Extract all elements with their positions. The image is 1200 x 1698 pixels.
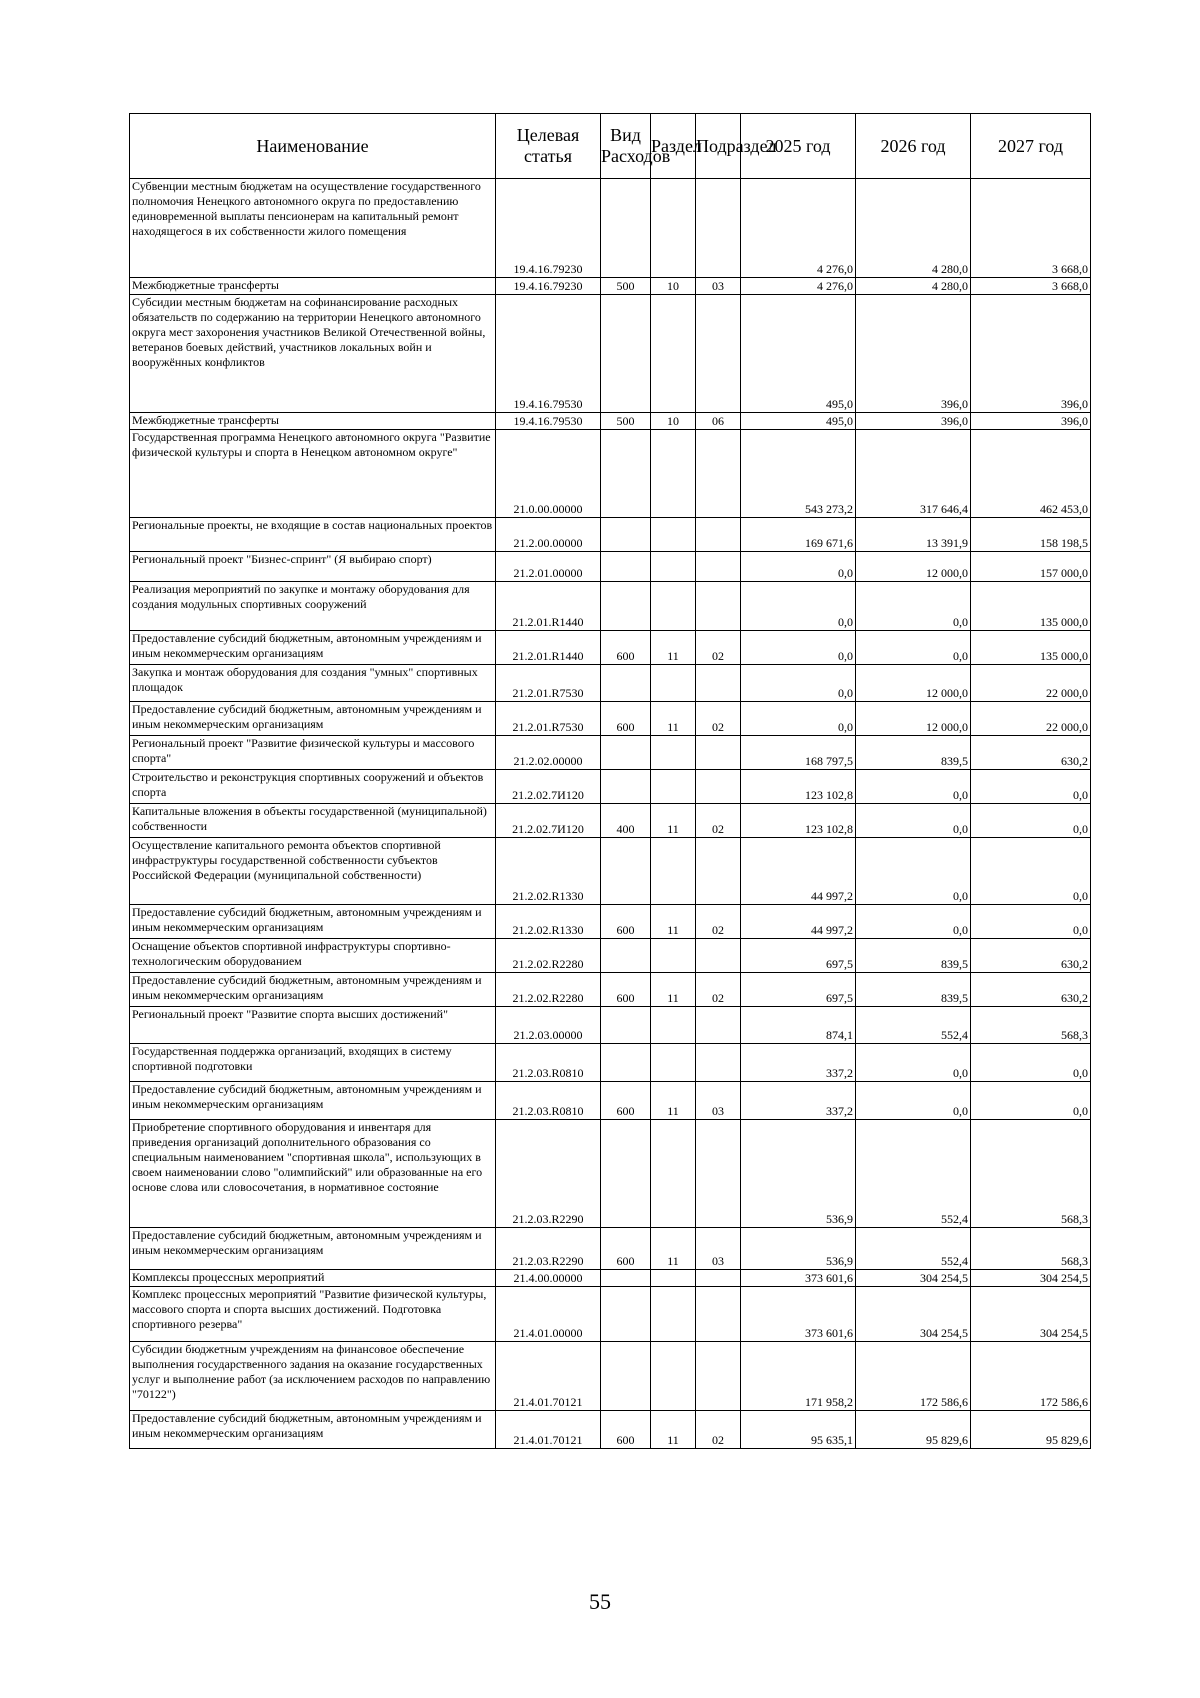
row-target-article: 21.2.02.R1330 <box>496 838 601 905</box>
row-amount-2027: 568,3 <box>971 1007 1091 1044</box>
row-section <box>651 1007 696 1044</box>
row-amount-2026: 95 829,6 <box>856 1411 971 1449</box>
row-amount-2025: 373 601,6 <box>741 1287 856 1342</box>
row-section: 11 <box>651 905 696 939</box>
row-name: Предоставление субсидий бюджетным, автономным учреждениям и иным некоммерческим организациям <box>130 631 496 665</box>
row-amount-2025: 0,0 <box>741 631 856 665</box>
table-row <box>130 278 1091 295</box>
budget-table <box>129 113 1091 1449</box>
row-expense-type <box>601 1287 651 1342</box>
row-subsection <box>696 665 741 702</box>
row-section: 11 <box>651 973 696 1007</box>
row-name: Межбюджетные трансферты <box>130 413 496 430</box>
row-name: Предоставление субсидий бюджетным, автономным учреждениям и иным некоммерческим организациям <box>130 1082 496 1120</box>
row-target-article: 21.2.03.R0810 <box>496 1082 601 1120</box>
page-number: 55 <box>589 1589 611 1614</box>
table-row <box>130 413 1091 430</box>
row-name: Предоставление субсидий бюджетным, автономным учреждениям и иным некоммерческим организациям <box>130 973 496 1007</box>
row-name: Субсидии местным бюджетам на софинансирование расходных обязательств по содержанию на территории Ненецкого автономного округа мест захоронения участников Великой Отечественной войны, ветеранов боевых действий, участников локальных войн и вооружённых конфликтов <box>130 295 496 413</box>
row-section: 11 <box>651 1411 696 1449</box>
row-subsection <box>696 179 741 278</box>
table-row <box>130 552 1091 582</box>
row-amount-2026: 12 000,0 <box>856 702 971 736</box>
row-subsection <box>696 1287 741 1342</box>
row-expense-type <box>601 295 651 413</box>
table-row <box>130 1342 1091 1411</box>
row-amount-2026: 0,0 <box>856 1044 971 1082</box>
row-amount-2025: 168 797,5 <box>741 736 856 770</box>
row-name: Предоставление субсидий бюджетным, автономным учреждениям и иным некоммерческим организациям <box>130 905 496 939</box>
row-subsection: 02 <box>696 905 741 939</box>
table-row <box>130 770 1091 804</box>
row-target-article: 21.2.00.00000 <box>496 518 601 552</box>
row-target-article: 19.4.16.79230 <box>496 179 601 278</box>
table-row <box>130 1082 1091 1120</box>
row-amount-2027: 0,0 <box>971 838 1091 905</box>
row-amount-2027: 304 254,5 <box>971 1287 1091 1342</box>
row-section <box>651 736 696 770</box>
row-name: Государственная поддержка организаций, входящих в систему спортивной подготовки <box>130 1044 496 1082</box>
row-amount-2027: 157 000,0 <box>971 552 1091 582</box>
row-amount-2025: 123 102,8 <box>741 770 856 804</box>
row-amount-2027: 568,3 <box>971 1228 1091 1270</box>
row-subsection: 02 <box>696 631 741 665</box>
row-expense-type <box>601 939 651 973</box>
row-expense-type <box>601 1342 651 1411</box>
row-section <box>651 1270 696 1287</box>
row-amount-2025: 0,0 <box>741 552 856 582</box>
row-section <box>651 1287 696 1342</box>
row-subsection <box>696 582 741 631</box>
row-amount-2025: 697,5 <box>741 939 856 973</box>
row-amount-2027: 0,0 <box>971 770 1091 804</box>
row-amount-2025: 543 273,2 <box>741 430 856 518</box>
row-amount-2026: 12 000,0 <box>856 552 971 582</box>
table-body <box>130 179 1091 1449</box>
row-amount-2027: 0,0 <box>971 804 1091 838</box>
row-amount-2025: 44 997,2 <box>741 838 856 905</box>
header-expense-type: Вид Расходов <box>601 114 651 179</box>
header-row <box>130 114 1091 179</box>
table-row <box>130 905 1091 939</box>
row-amount-2026: 396,0 <box>856 413 971 430</box>
header-section: Раздел <box>651 114 696 179</box>
row-amount-2027: 3 668,0 <box>971 278 1091 295</box>
row-amount-2027: 158 198,5 <box>971 518 1091 552</box>
row-section: 11 <box>651 702 696 736</box>
row-amount-2026: 12 000,0 <box>856 665 971 702</box>
table-row <box>130 1007 1091 1044</box>
row-subsection: 02 <box>696 1411 741 1449</box>
row-section <box>651 838 696 905</box>
row-subsection: 02 <box>696 973 741 1007</box>
row-target-article: 21.2.01.R1440 <box>496 582 601 631</box>
header-2025: 2025 год <box>741 114 856 179</box>
row-target-article: 21.2.03.R2290 <box>496 1120 601 1228</box>
row-name: Приобретение спортивного оборудования и инвентаря для приведения организаций дополнительного образования со специальным наименованием "спортивная школа", использующих в своем наименовании слово "олимпийский" или образованные на его основе слова или словосочетания, в нормативное состояние <box>130 1120 496 1228</box>
row-expense-type: 600 <box>601 631 651 665</box>
row-target-article: 21.2.01.R7530 <box>496 702 601 736</box>
row-expense-type <box>601 1270 651 1287</box>
row-target-article: 21.2.03.00000 <box>496 1007 601 1044</box>
row-target-article: 21.2.01.R7530 <box>496 665 601 702</box>
row-amount-2027: 0,0 <box>971 1082 1091 1120</box>
row-amount-2026: 304 254,5 <box>856 1270 971 1287</box>
row-section <box>651 552 696 582</box>
row-amount-2026: 0,0 <box>856 582 971 631</box>
row-section <box>651 1120 696 1228</box>
row-subsection <box>696 1342 741 1411</box>
row-name: Региональный проект "Бизнес-спринт" (Я выбираю спорт) <box>130 552 496 582</box>
row-amount-2025: 169 671,6 <box>741 518 856 552</box>
row-section <box>651 582 696 631</box>
row-section: 10 <box>651 278 696 295</box>
row-name: Предоставление субсидий бюджетным, автономным учреждениям и иным некоммерческим организациям <box>130 1411 496 1449</box>
row-expense-type: 500 <box>601 278 651 295</box>
row-name: Межбюджетные трансферты <box>130 278 496 295</box>
row-amount-2026: 552,4 <box>856 1007 971 1044</box>
row-name: Предоставление субсидий бюджетным, автономным учреждениям и иным некоммерческим организациям <box>130 702 496 736</box>
row-amount-2027: 396,0 <box>971 295 1091 413</box>
row-expense-type <box>601 430 651 518</box>
row-section <box>651 295 696 413</box>
row-name: Предоставление субсидий бюджетным, автономным учреждениям и иным некоммерческим организациям <box>130 1228 496 1270</box>
table-row <box>130 736 1091 770</box>
row-subsection <box>696 939 741 973</box>
row-target-article: 21.2.02.R2280 <box>496 973 601 1007</box>
row-section <box>651 770 696 804</box>
row-name: Закупка и монтаж оборудования для создания "умных" спортивных площадок <box>130 665 496 702</box>
row-section <box>651 939 696 973</box>
row-amount-2027: 630,2 <box>971 736 1091 770</box>
row-target-article: 21.2.02.7И120 <box>496 770 601 804</box>
row-name: Субсидии бюджетным учреждениям на финансовое обеспечение выполнения государственного задания на оказание государственных услуг и выполнение работ (за исключением расходов по направлению "70122") <box>130 1342 496 1411</box>
row-name: Комплексы процессных мероприятий <box>130 1270 496 1287</box>
row-target-article: 21.4.00.00000 <box>496 1270 601 1287</box>
row-subsection <box>696 1270 741 1287</box>
row-amount-2025: 0,0 <box>741 702 856 736</box>
row-name: Капитальные вложения в объекты государственной (муниципальной) собственности <box>130 804 496 838</box>
row-target-article: 21.2.01.R1440 <box>496 631 601 665</box>
row-amount-2026: 839,5 <box>856 736 971 770</box>
row-amount-2027: 135 000,0 <box>971 582 1091 631</box>
row-target-article: 19.4.16.79230 <box>496 278 601 295</box>
table-row <box>130 518 1091 552</box>
row-amount-2027: 568,3 <box>971 1120 1091 1228</box>
row-target-article: 21.4.01.00000 <box>496 1287 601 1342</box>
row-section: 11 <box>651 631 696 665</box>
row-section <box>651 179 696 278</box>
row-amount-2026: 317 646,4 <box>856 430 971 518</box>
row-section: 10 <box>651 413 696 430</box>
row-amount-2025: 4 276,0 <box>741 179 856 278</box>
table-row <box>130 1120 1091 1228</box>
row-amount-2025: 697,5 <box>741 973 856 1007</box>
row-amount-2025: 0,0 <box>741 665 856 702</box>
row-amount-2027: 0,0 <box>971 905 1091 939</box>
row-amount-2027: 22 000,0 <box>971 665 1091 702</box>
table-row <box>130 665 1091 702</box>
row-amount-2027: 630,2 <box>971 973 1091 1007</box>
row-name: Региональные проекты, не входящие в состав национальных проектов <box>130 518 496 552</box>
row-expense-type <box>601 838 651 905</box>
table-row <box>130 582 1091 631</box>
row-subsection: 02 <box>696 804 741 838</box>
row-subsection <box>696 1044 741 1082</box>
row-amount-2025: 171 958,2 <box>741 1342 856 1411</box>
table-row <box>130 702 1091 736</box>
row-expense-type: 600 <box>601 1411 651 1449</box>
row-target-article: 21.4.01.70121 <box>496 1411 601 1449</box>
row-amount-2027: 172 586,6 <box>971 1342 1091 1411</box>
row-amount-2025: 874,1 <box>741 1007 856 1044</box>
row-expense-type: 600 <box>601 702 651 736</box>
row-section <box>651 518 696 552</box>
row-amount-2027: 304 254,5 <box>971 1270 1091 1287</box>
row-subsection <box>696 518 741 552</box>
row-target-article: 19.4.16.79530 <box>496 413 601 430</box>
row-amount-2025: 95 635,1 <box>741 1411 856 1449</box>
table-row <box>130 179 1091 278</box>
row-amount-2025: 4 276,0 <box>741 278 856 295</box>
row-name: Строительство и реконструкция спортивных сооружений и объектов спорта <box>130 770 496 804</box>
row-amount-2025: 123 102,8 <box>741 804 856 838</box>
row-amount-2025: 337,2 <box>741 1082 856 1120</box>
table-row <box>130 838 1091 905</box>
row-amount-2026: 304 254,5 <box>856 1287 971 1342</box>
header-name: Наименование <box>130 114 496 179</box>
row-amount-2025: 495,0 <box>741 413 856 430</box>
row-expense-type: 400 <box>601 804 651 838</box>
row-amount-2027: 396,0 <box>971 413 1091 430</box>
row-name: Государственная программа Ненецкого автономного округа "Развитие физической культуры и спорта в Ненецком автономном округе" <box>130 430 496 518</box>
row-amount-2026: 552,4 <box>856 1228 971 1270</box>
row-expense-type <box>601 770 651 804</box>
row-expense-type <box>601 518 651 552</box>
table-row <box>130 430 1091 518</box>
row-section <box>651 1044 696 1082</box>
table-row <box>130 1228 1091 1270</box>
row-amount-2025: 44 997,2 <box>741 905 856 939</box>
row-amount-2026: 839,5 <box>856 973 971 1007</box>
row-name: Осуществление капитального ремонта объектов спортивной инфраструктуры государственной собственности субъектов Российской Федерации (муниципальной собственности) <box>130 838 496 905</box>
row-amount-2027: 3 668,0 <box>971 179 1091 278</box>
row-amount-2026: 396,0 <box>856 295 971 413</box>
table-row <box>130 804 1091 838</box>
row-name: Реализация мероприятий по закупке и монтажу оборудования для создания модульных спортивных сооружений <box>130 582 496 631</box>
row-section <box>651 430 696 518</box>
row-section: 11 <box>651 1228 696 1270</box>
row-target-article: 21.2.02.00000 <box>496 736 601 770</box>
row-amount-2026: 13 391,9 <box>856 518 971 552</box>
row-target-article: 21.2.03.R0810 <box>496 1044 601 1082</box>
row-name: Комплекс процессных мероприятий "Развитие физической культуры, массового спорта и спорта высших достижений. Подготовка спортивного резерва" <box>130 1287 496 1342</box>
row-subsection <box>696 838 741 905</box>
row-amount-2026: 552,4 <box>856 1120 971 1228</box>
row-target-article: 21.2.02.R1330 <box>496 905 601 939</box>
row-section <box>651 1342 696 1411</box>
row-expense-type: 600 <box>601 905 651 939</box>
row-subsection <box>696 736 741 770</box>
row-amount-2026: 0,0 <box>856 838 971 905</box>
row-subsection <box>696 430 741 518</box>
table-row <box>130 1411 1091 1449</box>
row-target-article: 19.4.16.79530 <box>496 295 601 413</box>
row-expense-type <box>601 1120 651 1228</box>
row-amount-2026: 172 586,6 <box>856 1342 971 1411</box>
row-target-article: 21.4.01.70121 <box>496 1342 601 1411</box>
row-amount-2026: 0,0 <box>856 631 971 665</box>
row-subsection: 06 <box>696 413 741 430</box>
row-name: Оснащение объектов спортивной инфраструктуры спортивно-технологическим оборудованием <box>130 939 496 973</box>
row-name: Региональный проект "Развитие спорта высших достижений" <box>130 1007 496 1044</box>
row-subsection <box>696 1120 741 1228</box>
header-2027: 2027 год <box>971 114 1091 179</box>
row-expense-type <box>601 1007 651 1044</box>
row-amount-2025: 536,9 <box>741 1120 856 1228</box>
row-amount-2025: 337,2 <box>741 1044 856 1082</box>
table-row <box>130 973 1091 1007</box>
row-section <box>651 665 696 702</box>
table-row <box>130 295 1091 413</box>
row-expense-type <box>601 665 651 702</box>
row-section: 11 <box>651 804 696 838</box>
row-subsection: 02 <box>696 702 741 736</box>
row-name: Региональный проект "Развитие физической культуры и массового спорта" <box>130 736 496 770</box>
row-expense-type <box>601 1044 651 1082</box>
row-target-article: 21.2.03.R2290 <box>496 1228 601 1270</box>
row-amount-2025: 536,9 <box>741 1228 856 1270</box>
row-expense-type <box>601 582 651 631</box>
row-target-article: 21.0.00.00000 <box>496 430 601 518</box>
row-amount-2025: 0,0 <box>741 582 856 631</box>
row-section: 11 <box>651 1082 696 1120</box>
row-amount-2027: 95 829,6 <box>971 1411 1091 1449</box>
row-expense-type <box>601 736 651 770</box>
row-amount-2026: 0,0 <box>856 1082 971 1120</box>
table-row <box>130 1287 1091 1342</box>
row-amount-2027: 22 000,0 <box>971 702 1091 736</box>
row-amount-2027: 135 000,0 <box>971 631 1091 665</box>
row-amount-2025: 373 601,6 <box>741 1270 856 1287</box>
header-subsection: Подраздел <box>696 114 741 179</box>
row-expense-type: 500 <box>601 413 651 430</box>
header-2026: 2026 год <box>856 114 971 179</box>
row-target-article: 21.2.01.00000 <box>496 552 601 582</box>
table-row <box>130 1044 1091 1082</box>
row-amount-2027: 0,0 <box>971 1044 1091 1082</box>
row-amount-2026: 4 280,0 <box>856 278 971 295</box>
table-row <box>130 939 1091 973</box>
table-row <box>130 1270 1091 1287</box>
header-target-article: Целевая статья <box>496 114 601 179</box>
row-expense-type <box>601 552 651 582</box>
row-subsection: 03 <box>696 278 741 295</box>
row-amount-2027: 630,2 <box>971 939 1091 973</box>
row-amount-2026: 0,0 <box>856 905 971 939</box>
row-name: Субвенции местным бюджетам на осуществление государственного полномочия Ненецкого автономного округа по предоставлению единовременной выплаты пенсионерам на капитальный ремонт находящегося в их собственности жилого помещения <box>130 179 496 278</box>
row-subsection: 03 <box>696 1228 741 1270</box>
row-amount-2026: 839,5 <box>856 939 971 973</box>
row-expense-type <box>601 179 651 278</box>
row-amount-2027: 462 453,0 <box>971 430 1091 518</box>
row-subsection <box>696 770 741 804</box>
row-amount-2026: 0,0 <box>856 770 971 804</box>
row-subsection: 03 <box>696 1082 741 1120</box>
row-amount-2025: 495,0 <box>741 295 856 413</box>
row-amount-2026: 4 280,0 <box>856 179 971 278</box>
row-expense-type: 600 <box>601 1082 651 1120</box>
row-expense-type: 600 <box>601 1228 651 1270</box>
row-target-article: 21.2.02.7И120 <box>496 804 601 838</box>
row-expense-type: 600 <box>601 973 651 1007</box>
row-subsection <box>696 552 741 582</box>
row-subsection <box>696 1007 741 1044</box>
table-row <box>130 631 1091 665</box>
row-subsection <box>696 295 741 413</box>
row-amount-2026: 0,0 <box>856 804 971 838</box>
row-target-article: 21.2.02.R2280 <box>496 939 601 973</box>
